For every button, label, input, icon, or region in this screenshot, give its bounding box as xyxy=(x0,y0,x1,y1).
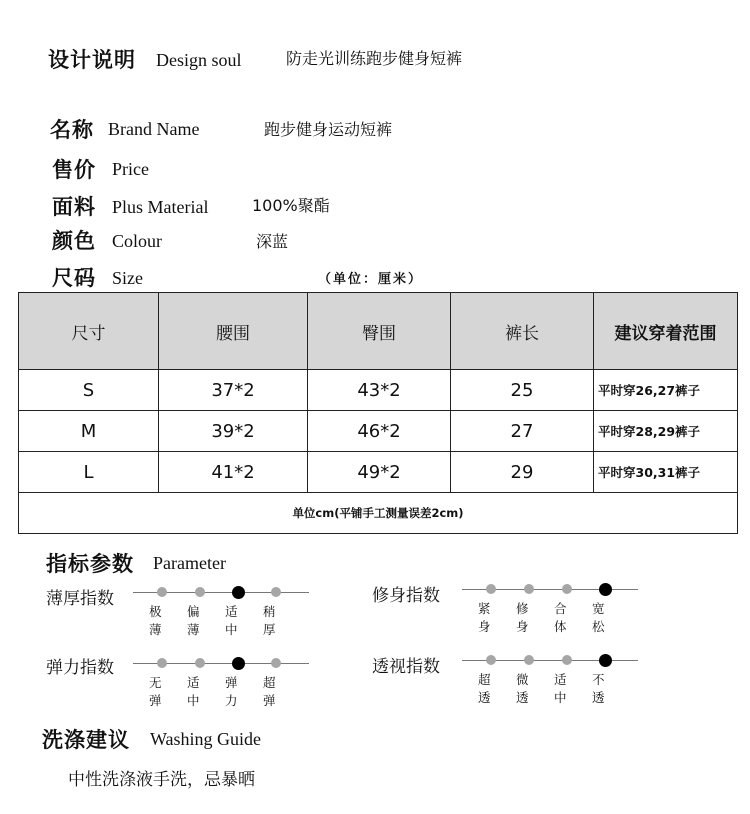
colour-label-en: Colour xyxy=(112,231,163,251)
scale-dot xyxy=(157,587,167,597)
cell-waist: 39*2 xyxy=(159,411,308,452)
brand-label-en: Brand Name xyxy=(108,119,200,139)
brand-label-cn: 名称 xyxy=(50,118,94,142)
size-label-en: Size xyxy=(112,268,143,288)
parameter-title-cn: 指标参数 xyxy=(46,552,134,576)
cell-hip: 43*2 xyxy=(308,370,451,411)
cell-hip: 46*2 xyxy=(308,411,451,452)
scale-dot xyxy=(271,587,281,597)
scale-dot xyxy=(157,658,167,668)
price-label-en: Price xyxy=(112,159,149,179)
param-label-transparency: 透视指数 xyxy=(372,657,440,677)
washing-title-cn: 洗涤建议 xyxy=(42,728,130,752)
scale-option-label: 极薄 xyxy=(149,604,162,637)
cell-waist: 41*2 xyxy=(159,452,308,493)
scale-option-label: 超透 xyxy=(478,672,491,705)
size-table-note-row xyxy=(19,493,738,534)
brand-value: 跑步健身运动短裤 xyxy=(264,120,393,139)
colour-value: 深蓝 xyxy=(256,232,289,251)
scale-option-label: 合体 xyxy=(554,601,567,634)
scale-dot-selected xyxy=(232,586,245,599)
scale-option-label: 适中 xyxy=(187,675,200,708)
scale-dot-selected xyxy=(232,657,245,670)
cell-length: 29 xyxy=(451,452,594,493)
header-length: 裤长 xyxy=(451,293,594,370)
scale-option-label: 修身 xyxy=(516,601,529,634)
cell-hip: 49*2 xyxy=(308,452,451,493)
header-fit-range: 建议穿着范围 xyxy=(594,293,738,370)
scale-option-label: 偏薄 xyxy=(187,604,200,637)
washing-text: 中性洗涤液手洗，忌暴晒 xyxy=(68,770,255,790)
design-title-en: Design soul xyxy=(156,50,242,70)
size-table-header xyxy=(19,293,738,370)
scale-dot xyxy=(562,584,572,594)
cell-size: M xyxy=(19,411,159,452)
cell-fit: 平时穿28,29裤子 xyxy=(594,411,738,452)
material-label-en: Plus Material xyxy=(112,197,209,217)
header-hip: 臀围 xyxy=(308,293,451,370)
scale-dot xyxy=(271,658,281,668)
washing-title-en: Washing Guide xyxy=(150,729,262,749)
cell-length: 25 xyxy=(451,370,594,411)
price-label-cn: 售价 xyxy=(52,158,96,182)
header-waist: 腰围 xyxy=(159,293,308,370)
cell-size: S xyxy=(19,370,159,411)
scale-option-label: 不透 xyxy=(592,672,605,705)
scale-dot xyxy=(486,584,496,594)
cell-fit: 平时穿26,27裤子 xyxy=(594,370,738,411)
scale-dot xyxy=(562,655,572,665)
size-table xyxy=(18,292,738,534)
cell-size: L xyxy=(19,452,159,493)
table-row xyxy=(19,452,738,493)
size-unit-note: （单位：厘米） xyxy=(318,272,424,287)
scale-option-label: 微透 xyxy=(516,672,529,705)
scale-dot xyxy=(195,587,205,597)
scale-dot-selected xyxy=(599,654,612,667)
scale-dot xyxy=(486,655,496,665)
scale-option-label: 适中 xyxy=(225,604,238,637)
scale-option-label: 超弹 xyxy=(263,675,276,708)
scale-option-label: 稍厚 xyxy=(263,604,276,637)
scale-dot-selected xyxy=(599,583,612,596)
scale-option-label: 弹力 xyxy=(225,675,238,708)
cell-length: 27 xyxy=(451,411,594,452)
colour-label-cn: 颜色 xyxy=(52,229,96,253)
parameter-title-en: Parameter xyxy=(153,553,226,573)
scale-option-label: 宽松 xyxy=(592,601,605,634)
scale-dot xyxy=(524,584,534,594)
scale-dot xyxy=(195,658,205,668)
header-size: 尺寸 xyxy=(19,293,159,370)
scale-option-label: 适中 xyxy=(554,672,567,705)
param-label-thickness: 薄厚指数 xyxy=(46,589,114,609)
material-label-cn: 面料 xyxy=(52,195,96,219)
param-label-fit: 修身指数 xyxy=(372,586,440,606)
product-name: 防走光训练跑步健身短裤 xyxy=(286,49,463,68)
param-label-elasticity: 弹力指数 xyxy=(46,658,114,678)
material-value: 100%聚酯 xyxy=(252,196,330,215)
design-title-cn: 设计说明 xyxy=(48,48,136,72)
table-row xyxy=(19,411,738,452)
scale-dot xyxy=(524,655,534,665)
size-label-cn: 尺码 xyxy=(52,266,96,290)
scale-option-label: 无弹 xyxy=(149,675,162,708)
table-row xyxy=(19,370,738,411)
cell-fit: 平时穿30,31裤子 xyxy=(594,452,738,493)
size-table-note: 单位cm(平铺手工测量误差2cm) xyxy=(19,493,738,534)
cell-waist: 37*2 xyxy=(159,370,308,411)
scale-option-label: 紧身 xyxy=(478,601,491,634)
